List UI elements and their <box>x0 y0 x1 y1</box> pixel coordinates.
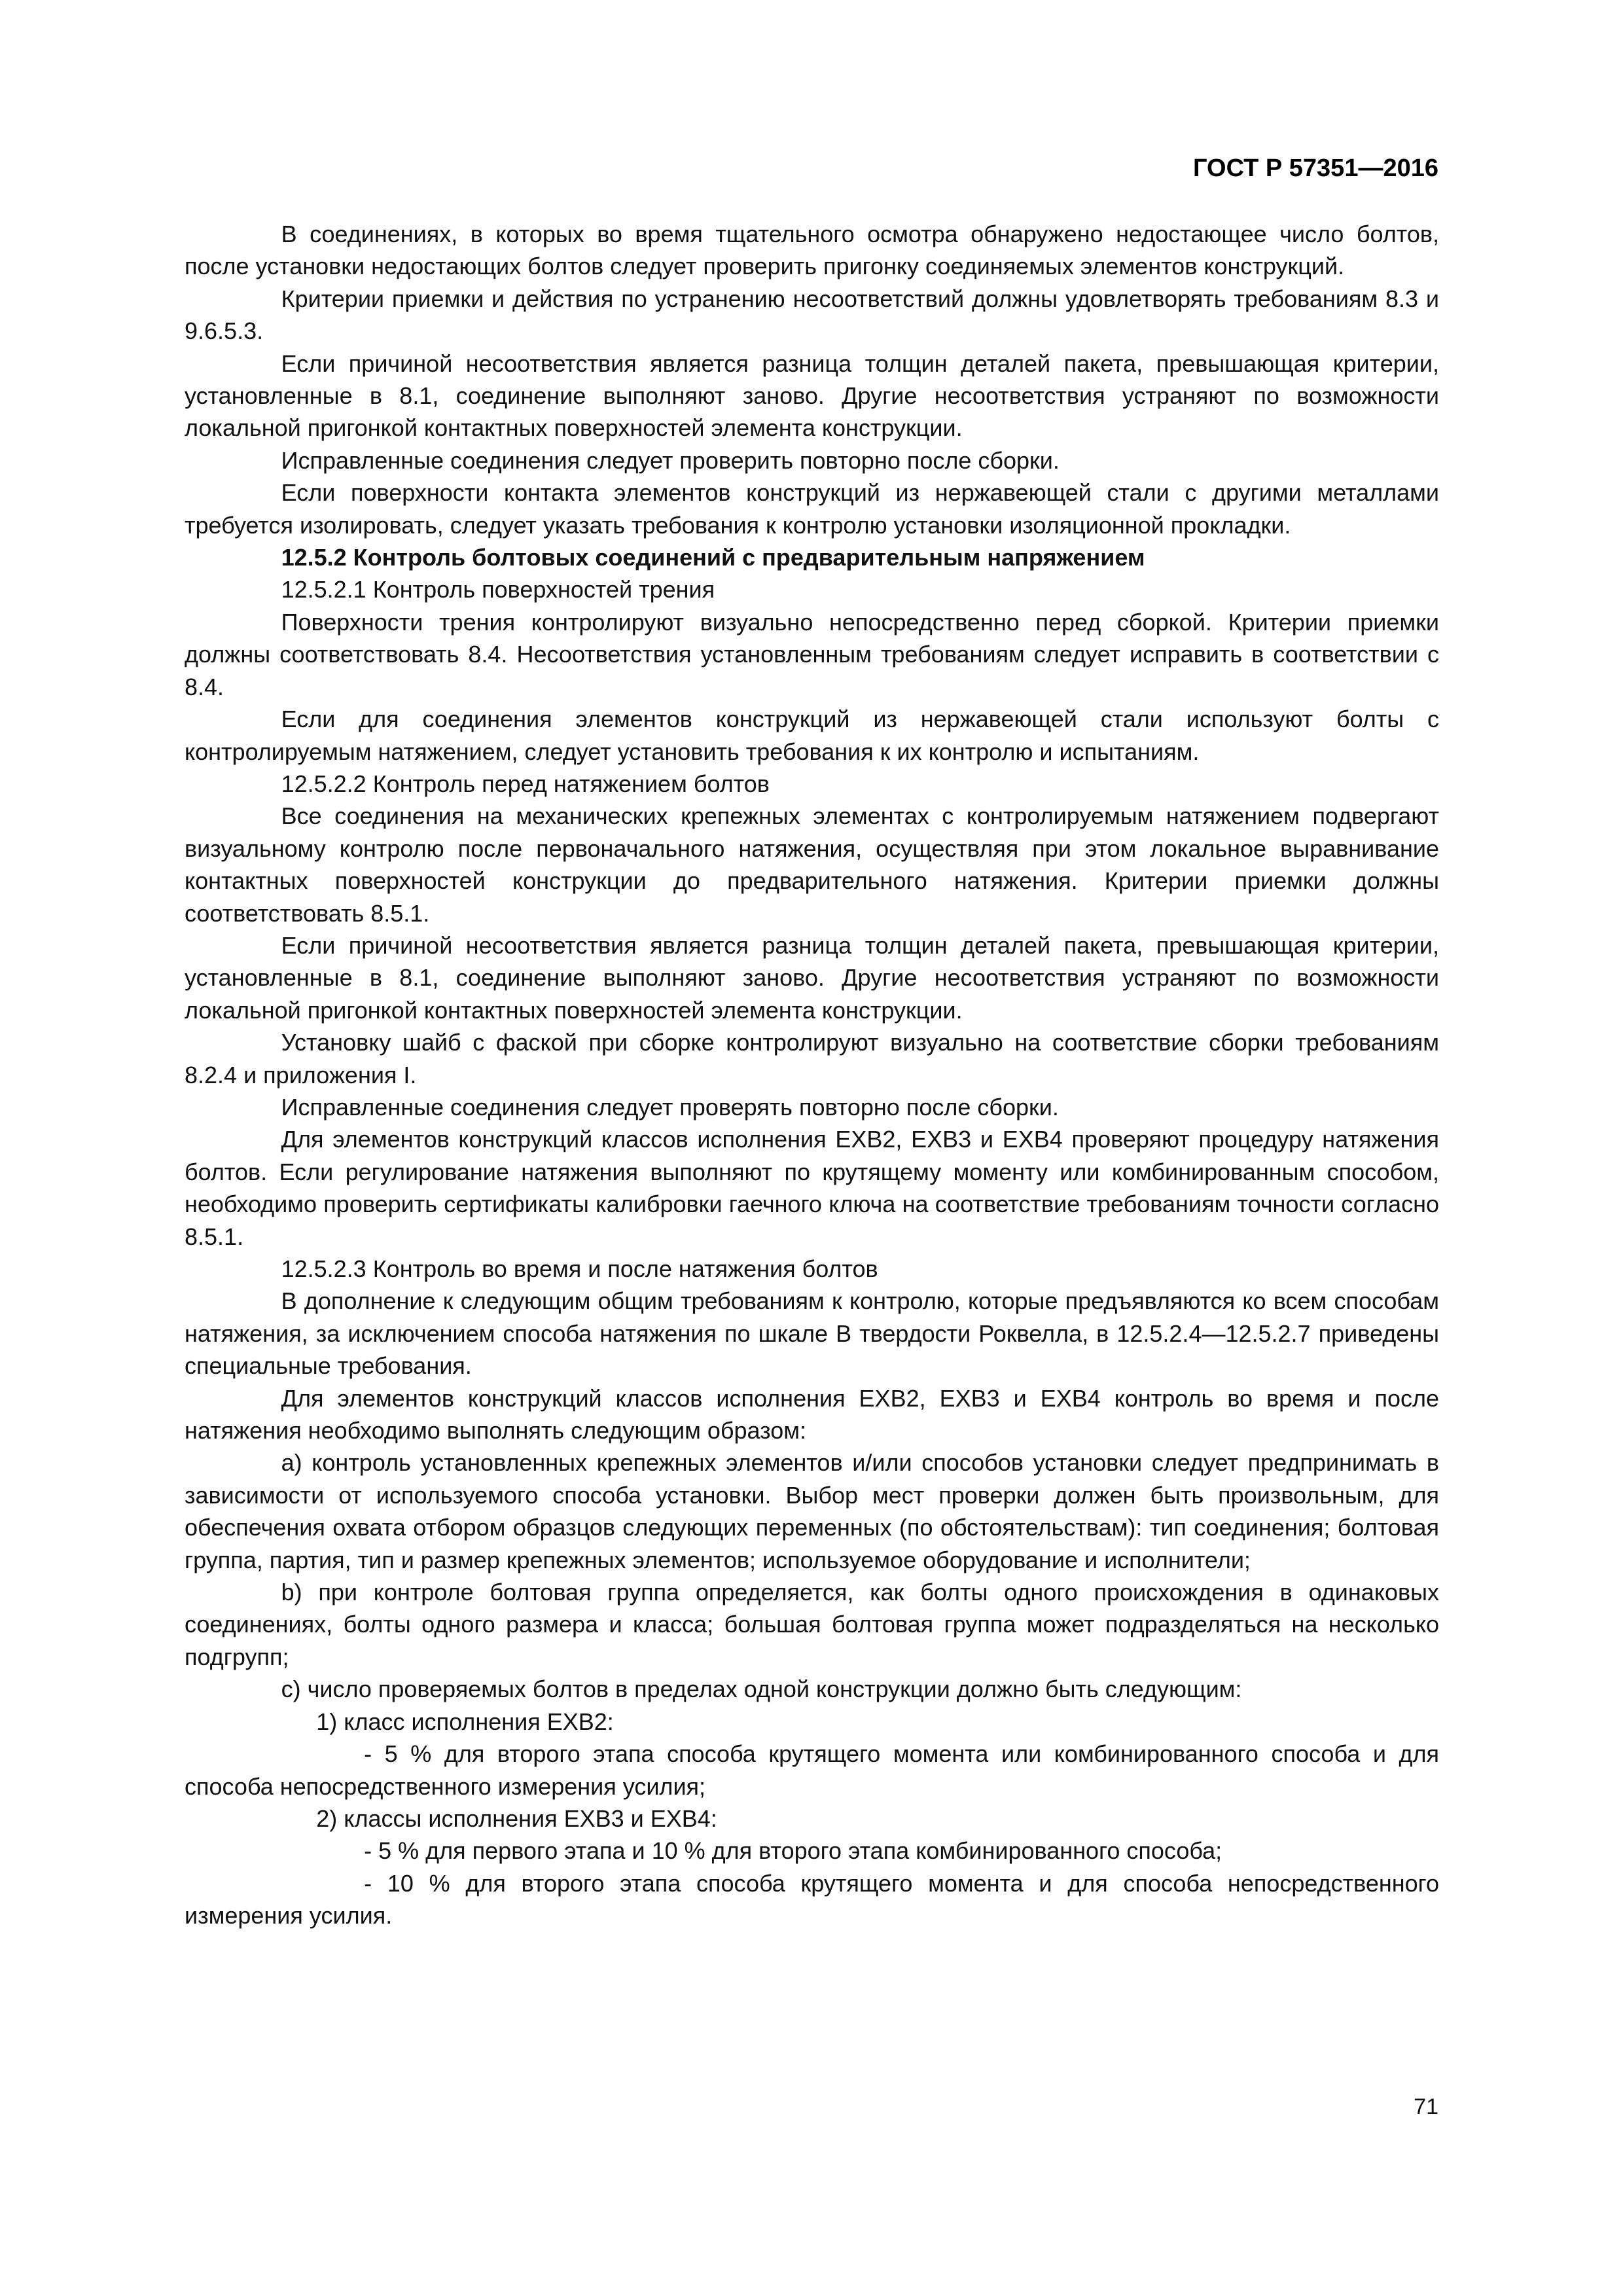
list-item-a: a) контроль установленных крепежных элементов и/или способов установки следует предпринимать в зависимости от используемого способа установки. Выбор мест проверки должен быть произвольным, для обеспечения охвата отбором образцов следующих переменных (по обстоятельствам): тип соединения; болтовая группа, партия, тип и размер крепежных элементов; используемое оборудование и исполнители; <box>185 1449 1439 1573</box>
list-subitem: - 10 % для второго этапа способа крутящего момента и для способа непосредственного измерения усилия. <box>185 1869 1439 1929</box>
paragraph: Исправленные соединения следует проверять повторно после сборки. <box>281 1093 1059 1121</box>
paragraph: Поверхности трения контролируют визуально непосредственно перед сборкой. Критерии приемки должны соответствовать 8.4. Несоответствия установленным требованиям следует исправить в соответствии с 8.4. <box>185 608 1439 700</box>
paragraph: Если поверхности контакта элементов конструкций из нержавеющей стали с другими металлами требуется изолировать, следует указать требования к контролю установки изоляционной прокладки. <box>185 479 1439 539</box>
paragraph: Критерии приемки и действия по устранению несоответствий должны удовлетворять требованиям 8.3 и 9.6.5.3. <box>185 285 1439 345</box>
paragraph: В дополнение к следующим общим требованиям к контролю, которые предъявляются ко всем способам натяжения, за исключением способа натяжения по шкале В твердости Роквелла, в 12.5.2.4—12.5.2.7 приведены специальные требования. <box>185 1287 1439 1380</box>
list-subitem: - 5 % для первого этапа и 10 % для второго этапа комбинированного способа; <box>364 1837 1222 1865</box>
list-item-b: b) при контроле болтовая группа определяется, как болты одного происхождения в одинаковых соединениях, болты одного размера и класса; большая болтовая группа может подразделяться на несколько подгрупп; <box>185 1579 1439 1670</box>
paragraph: Если причиной несоответствия является разница толщин деталей пакета, превышающая критерии, установленные в 8.1, соединение выполняют заново. Другие несоответствия устраняют по возможности локальной пригонкой контактных поверхностей элемента конструкции. <box>185 931 1439 1024</box>
paragraph: Все соединения на механических крепежных элементах с контролируемым натяжением подвергают визуальному контролю после первоначального натяжения, осуществляя при этом локальное выравнивание контактных поверхностей конструкции до предварительного натяжения. Критерии приемки должны соответствовать 8.5.1. <box>185 802 1439 927</box>
paragraph: Если причиной несоответствия является разница толщин деталей пакета, превышающая критерии, установленные в 8.1, соединение выполняют заново. Другие несоответствия устраняют по возможности локальной пригонкой контактных поверхностей элемента конструкции. <box>185 350 1439 442</box>
list-item-c1: 1) класс исполнения EXB2: <box>316 1708 614 1735</box>
subsection-heading-12-5-2-2: 12.5.2.2 Контроль перед натяжением болтов <box>281 770 770 797</box>
list-item-c2: 2) классы исполнения EXB3 и EXB4: <box>316 1804 717 1832</box>
subsection-heading-12-5-2-1: 12.5.2.1 Контроль поверхностей трения <box>281 576 715 603</box>
subsection-heading-12-5-2-3: 12.5.2.3 Контроль во время и после натяжения болтов <box>281 1255 878 1282</box>
page-number: 71 <box>1414 2094 1438 2119</box>
document-body <box>185 218 1439 1932</box>
list-subitem: - 5 % для второго этапа способа крутящего момента или комбинированного способа и для способа непосредственного измерения усилия; <box>185 1740 1439 1800</box>
paragraph: Установку шайб с фаской при сборке контролируют визуально на соответствие сборки требованиям 8.2.4 и приложения I. <box>185 1029 1439 1088</box>
list-item-c: c) число проверяемых болтов в пределах одной конструкции должно быть следующим: <box>281 1676 1242 1703</box>
paragraph: Если для соединения элементов конструкций из нержавеющей стали используют болты с контролируемым натяжением, следует установить требования к их контролю и испытаниям. <box>185 706 1439 765</box>
paragraph: Для элементов конструкций классов исполнения EXB2, EXB3 и EXB4 проверяют процедуру натяжения болтов. Если регулирование натяжения выполняют по крутящему моменту или комбинированным способом, необходимо проверить сертификаты калибровки гаечного ключа на соответствие требованиям точности согласно 8.5.1. <box>185 1126 1439 1250</box>
paragraph: Для элементов конструкций классов исполнения EXB2, EXB3 и EXB4 контроль во время и после натяжения необходимо выполнять следующим образом: <box>185 1384 1439 1444</box>
section-heading-12-5-2: 12.5.2 Контроль болтовых соединений с предварительным напряжением <box>281 544 1145 571</box>
paragraph: В соединениях, в которых во время тщательного осмотра обнаружено недостающее число болтов, после установки недостающих болтов следует проверить пригонку соединяемых элементов конструкций. <box>185 221 1439 280</box>
standard-designation: ГОСТ Р 57351—2016 <box>1193 154 1438 182</box>
paragraph: Исправленные соединения следует проверить повторно после сборки. <box>281 446 1060 474</box>
